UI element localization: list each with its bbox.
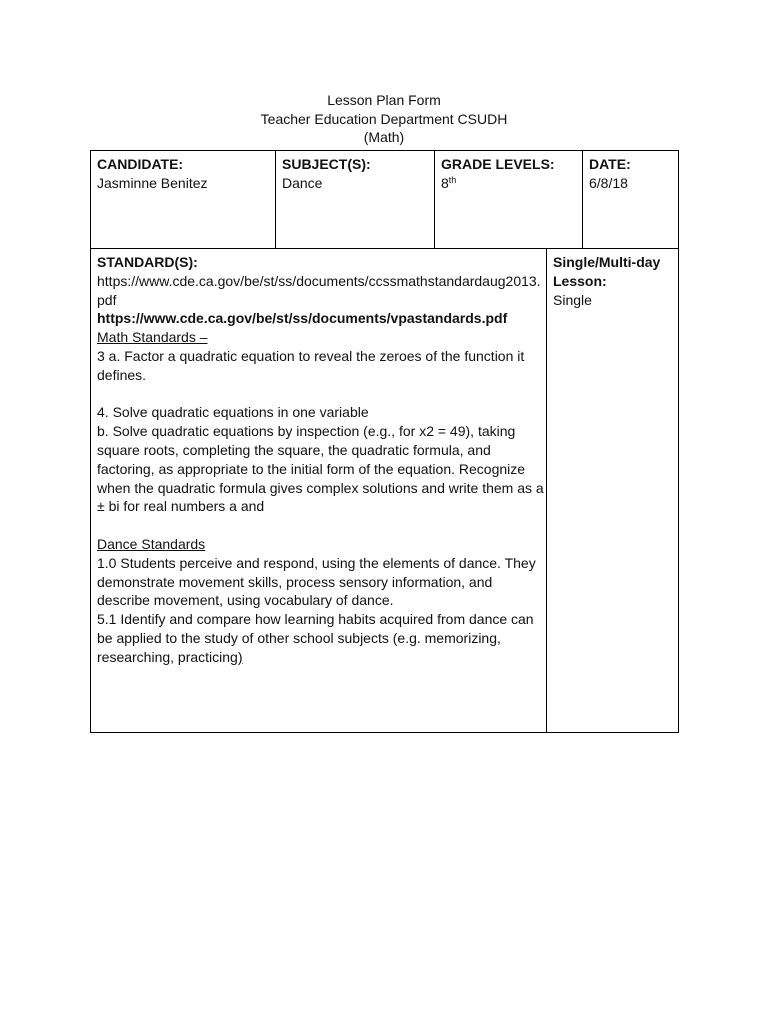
date-value: 6/8/18 <box>589 175 628 191</box>
date-label: DATE: <box>589 156 631 172</box>
dance-standard-1-line1: 1.0 Students perceive and respond, using the elements of dance. They <box>97 554 536 571</box>
department-name: Teacher Education Department CSUDH <box>260 110 508 127</box>
math-standard-4: 4. Solve quadratic equations in one variable <box>97 404 369 421</box>
math-standards-url-end: pdf <box>97 291 117 308</box>
math-standard-4b-line3: factoring, as appropriate to the initial form of the equation. Recognize <box>97 460 526 477</box>
subject-value: Dance <box>282 175 323 191</box>
grade-suffix: th <box>448 175 457 185</box>
math-standards-heading: Math Standards – <box>97 329 208 346</box>
candidate-cell <box>91 151 276 248</box>
grade-label: GRADE LEVELS: <box>441 156 555 172</box>
dance-standard-5-line3 <box>97 648 540 667</box>
math-standards-url: https://www.cde.ca.gov/be/st/ss/documents/ccssmathstandardaug2013. <box>97 272 541 289</box>
math-standard-4b-line2: square roots, completing the square, the quadratic formula, and <box>97 441 491 458</box>
lesson-type-cell <box>547 248 678 732</box>
math-standard-3a-line1: 3 a. Factor a quadratic equation to reveal the zeroes of the function it <box>97 347 525 364</box>
dance-standard-5-line1: 5.1 Identify and compare how learning habits acquired from dance can <box>97 611 534 628</box>
grade-value-wrap <box>441 174 576 193</box>
math-standard-4b-line5: ± bi for real numbers a and <box>97 498 265 515</box>
dance-standard-1-line3: describe movement, using vocabulary of dance. <box>97 592 394 609</box>
lesson-type-label-line2: Lesson: <box>553 272 607 289</box>
dance-standard-5-paren: ) <box>237 648 243 665</box>
form-title: Lesson Plan Form <box>327 92 441 108</box>
standards-label: STANDARD(S): <box>97 254 198 270</box>
form-header <box>0 91 768 147</box>
subject-cell <box>276 151 435 248</box>
dance-standards-url: https://www.cde.ca.gov/be/st/ss/documents/vpastandards.pdf <box>97 310 508 327</box>
spacer <box>97 385 540 404</box>
subject-label: SUBJECT(S): <box>282 156 371 172</box>
math-standard-3a-line2: defines. <box>97 366 147 383</box>
lesson-type-value: Single <box>553 291 592 308</box>
dance-standard-1-line2: demonstrate movement skills, process sensory information, and <box>97 573 493 590</box>
grade-cell <box>435 151 583 248</box>
math-standard-4b-line1: b. Solve quadratic equations by inspection (e.g., for x2 = 49), taking <box>97 423 516 440</box>
date-cell <box>583 151 678 248</box>
spacer <box>97 516 540 535</box>
dance-standard-5-line3-text: researching, practicing <box>97 648 238 665</box>
standards-cell <box>91 248 547 732</box>
math-standard-4b-line4: when the quadratic formula gives complex solutions and write them as a <box>97 479 544 496</box>
dance-standards-heading: Dance Standards <box>97 535 206 552</box>
info-table <box>90 150 679 249</box>
candidate-label: CANDIDATE: <box>97 156 184 172</box>
subject-area: (Math) <box>363 129 405 145</box>
dance-standard-5-line2: be applied to the study of other school subjects (e.g. memorizing, <box>97 629 501 646</box>
candidate-value: Jasminne Benitez <box>97 175 208 191</box>
grade-value: 8 <box>441 175 449 191</box>
standards-table <box>90 248 679 733</box>
lesson-type-label-line1: Single/Multi-day <box>553 254 661 270</box>
